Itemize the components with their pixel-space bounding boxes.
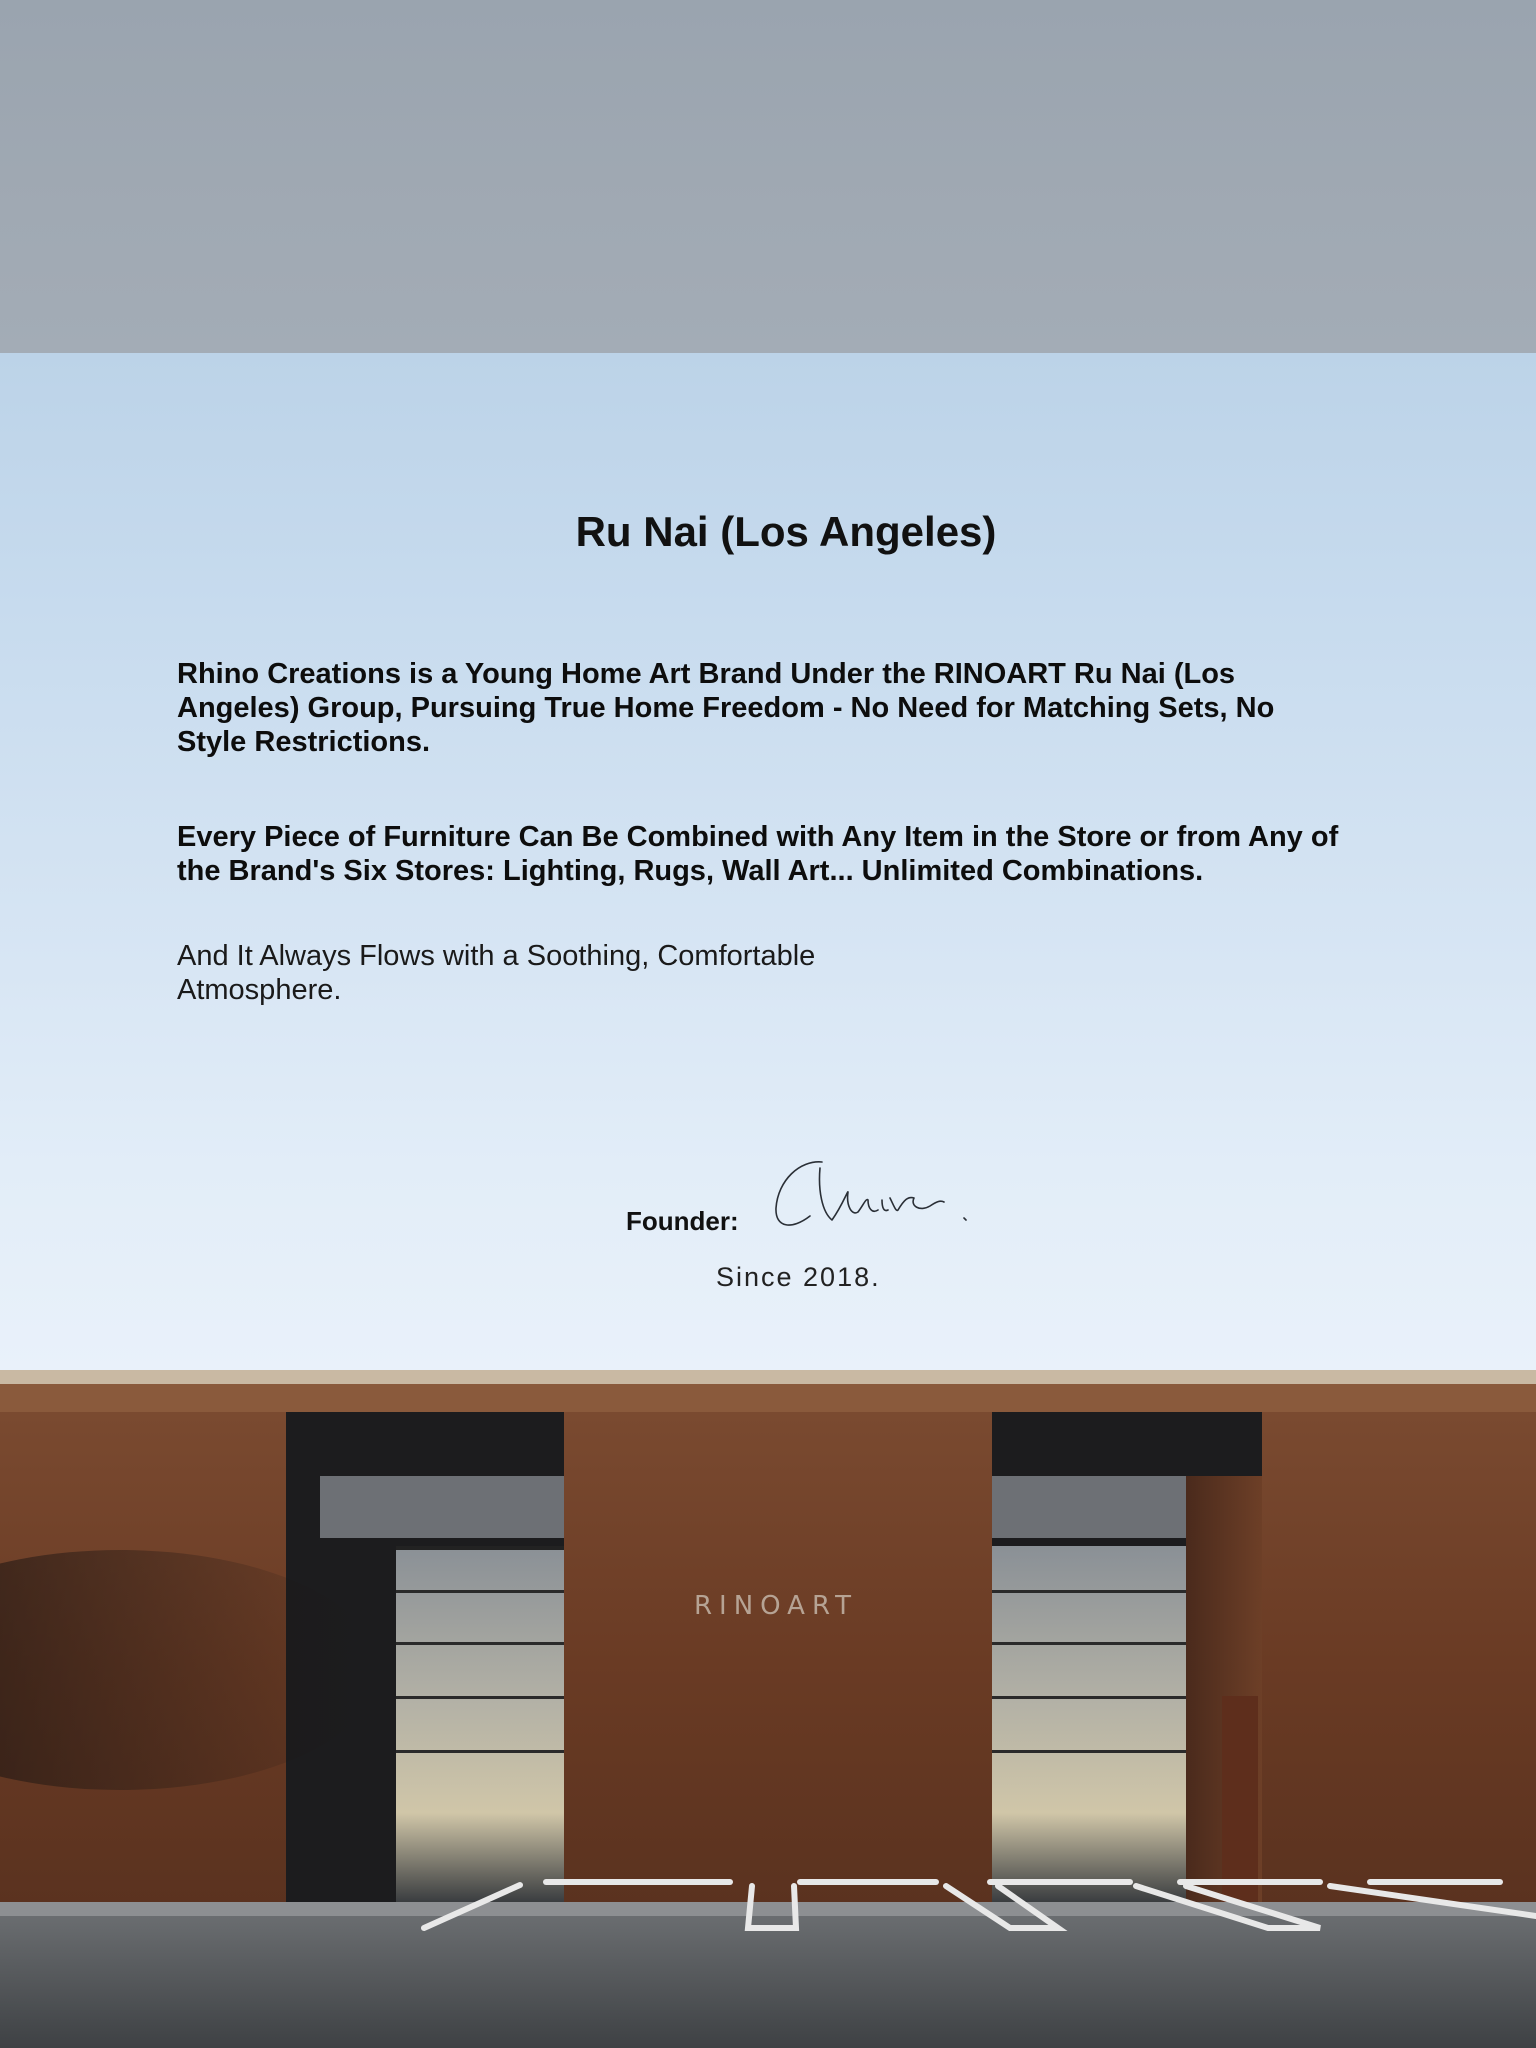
page-title: Ru Nai (Los Angeles) [575, 508, 997, 555]
atmosphere-paragraph: And It Always Flows with a Soothing, Comfortable Atmosphere. [177, 940, 816, 1006]
top-gray-band [0, 0, 1536, 353]
combination-paragraph: Every Piece of Furniture Can Be Combined with Any Item in the Store or from Any of the Brand's Six Stores: Lighting, Rugs, Wall Art... Unlimited Combinations. [177, 821, 1339, 887]
building-sign-text: RINOART [693, 1591, 859, 1621]
intro-paragraph: Rhino Creations is a Young Home Art Brand Under the RINOART Ru Nai (Los Angeles) Group, Pursuing True Home Freedom - No Need for Matching Sets, No Style Restrictions. [177, 658, 1275, 758]
founder-label: Founder: [626, 1206, 739, 1236]
since-year-text: Since 2018. [716, 1262, 881, 1292]
founder-signature [770, 1150, 980, 1240]
store-building-photo [0, 1370, 1536, 2048]
